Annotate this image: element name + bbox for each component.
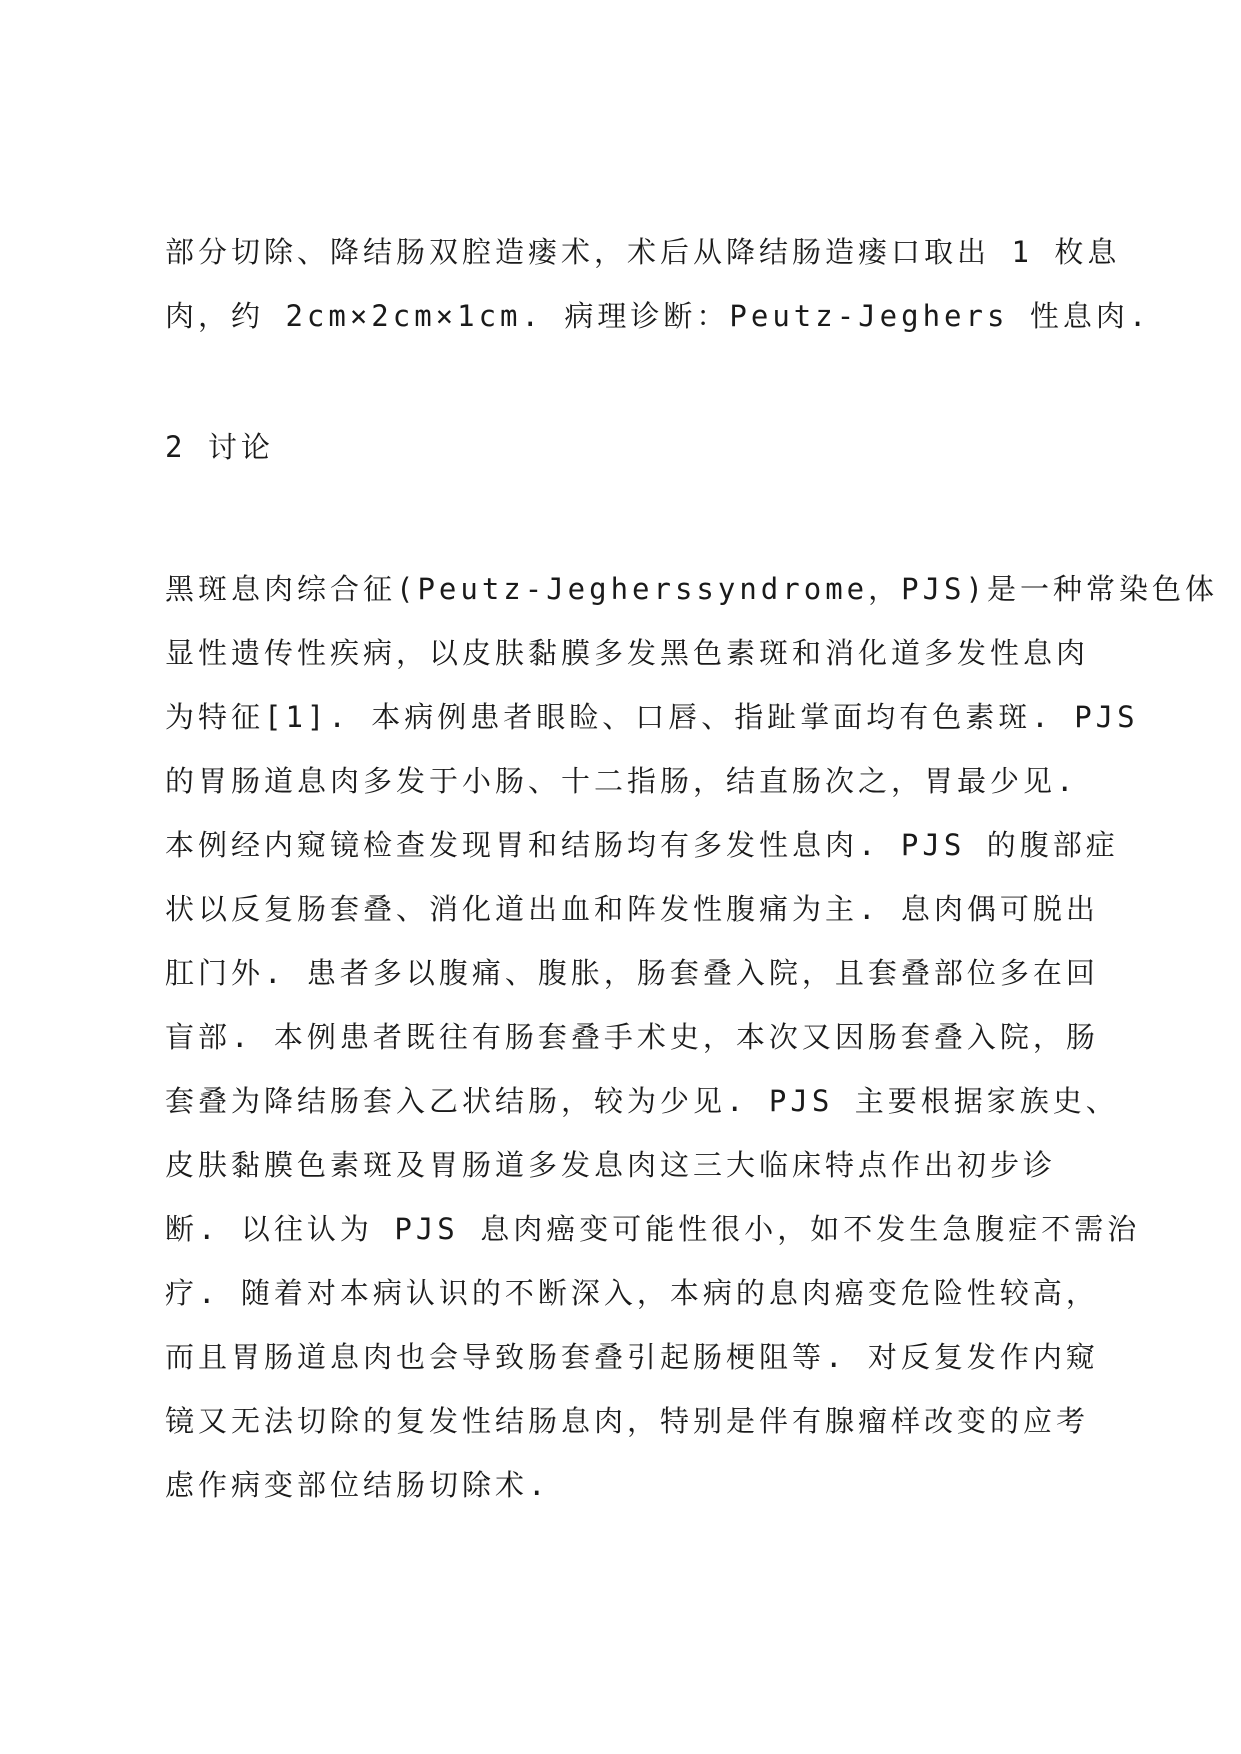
paragraph-discussion [165,557,1218,1517]
text-line: 镜又无法切除的复发性结肠息肉，特别是伴有腺瘤样改变的应考 [165,1404,1090,1438]
text-line: 本例经内窥镜检查发现胃和结肠均有多发性息肉. PJS 的腹部症 [165,828,1119,862]
text-line: 断. 以往认为 PJS 息肉癌变可能性很小，如不发生急腹症不需治 [165,1212,1141,1246]
text-line: 套叠为降结肠套入乙状结肠，较为少见. PJS 主要根据家族史、 [165,1084,1119,1118]
text-line: 状以反复肠套叠、消化道出血和阵发性腹痛为主. 息肉偶可脱出 [165,892,1099,926]
text-line: 肉，约 2cm×2cm×1cm. 病理诊断：Peutz-Jeghers 性息肉. [165,299,1151,333]
text-line: 为特征[1]. 本病例患者眼睑、口唇、指趾掌面均有色素斑. PJS [165,700,1139,734]
text-line: 肛门外. 患者多以腹痛、腹胀，肠套叠入院，且套叠部位多在回 [165,956,1099,990]
text-line: 的胃肠道息肉多发于小肠、十二指肠，结直肠次之，胃最少见. [165,764,1078,798]
text-line: 疗. 随着对本病认识的不断深入，本病的息肉癌变危险性较高， [165,1276,1099,1310]
text-line: 显性遗传性疾病，以皮肤黏膜多发黑色素斑和消化道多发性息肉 [165,636,1090,670]
text-line: 部分切除、降结肠双腔造瘘术，术后从降结肠造瘘口取出 1 枚息 [165,235,1121,269]
section-heading-discussion: 2 讨论 [165,430,274,464]
paragraph-case-report [165,220,1151,348]
text-line: 而且胃肠道息肉也会导致肠套叠引起肠梗阻等. 对反复发作内窥 [165,1340,1099,1374]
text-line: 盲部. 本例患者既往有肠套叠手术史，本次又因肠套叠入院，肠 [165,1020,1099,1054]
text-line: 黑斑息肉综合征(Peutz-Jegherssyndrome，PJS)是一种常染色体 [165,572,1218,606]
text-line: 皮肤黏膜色素斑及胃肠道多发息肉这三大临床特点作出初步诊 [165,1148,1057,1182]
text-line: 虑作病变部位结肠切除术. [165,1468,550,1502]
